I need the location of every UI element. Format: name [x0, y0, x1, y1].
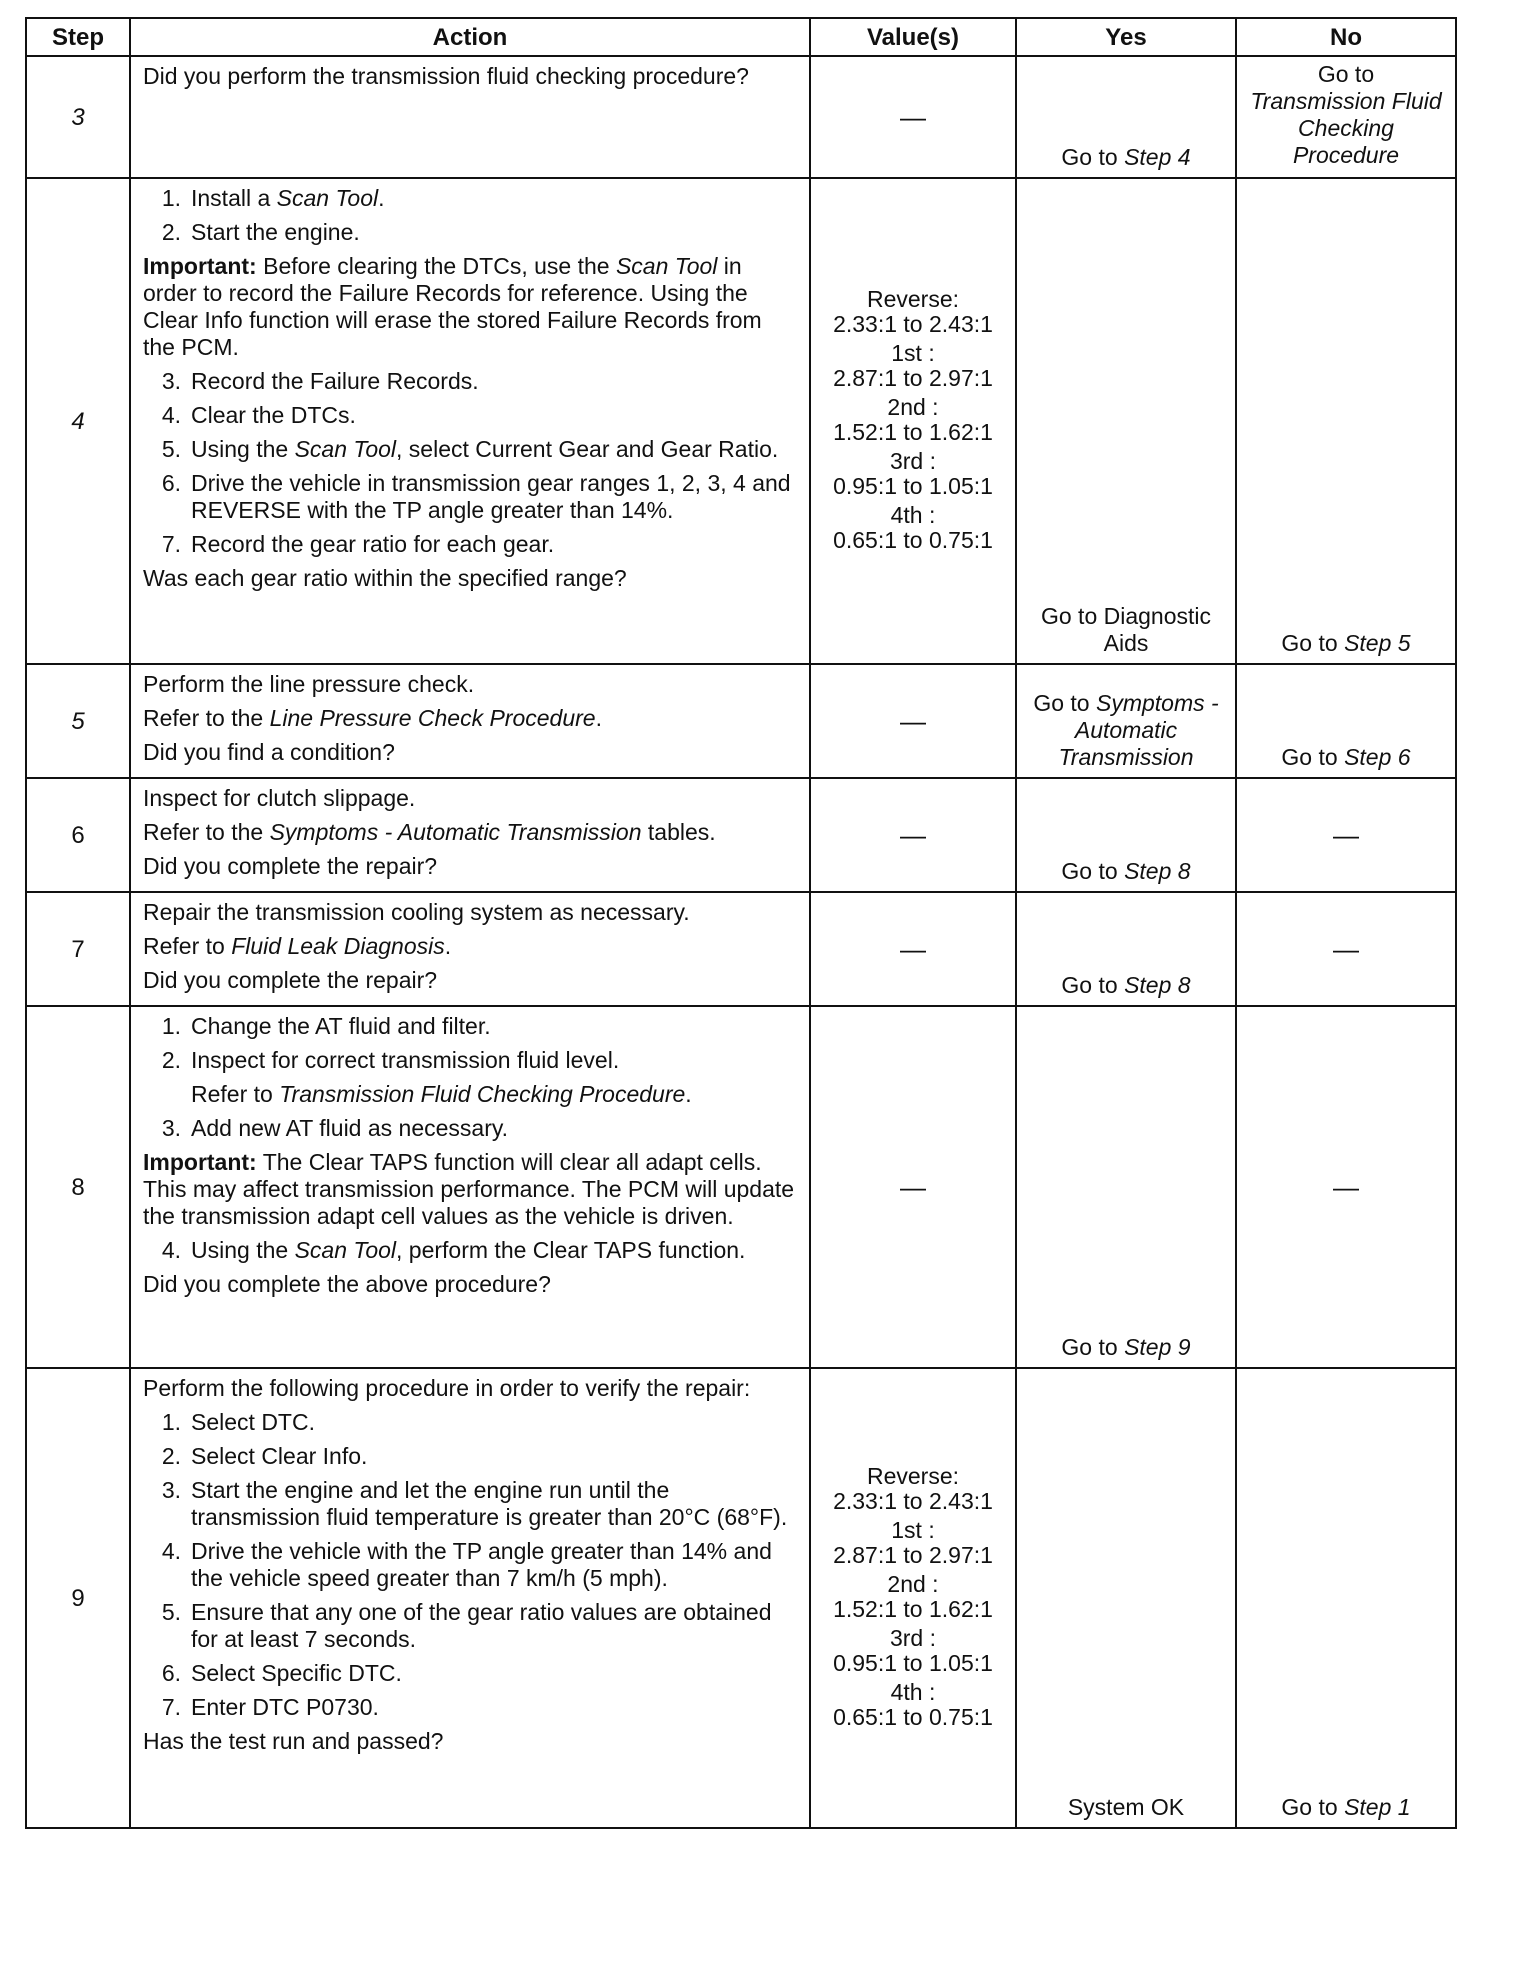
gear-ratio-entry: 4th : 0.65:1 to 0.75:1: [833, 1679, 993, 1730]
yes-cell: Go to Step 4: [1016, 56, 1236, 178]
list-item: 3. Record the Failure Records.: [161, 368, 479, 394]
list-item: 5. Ensure that any one of the gear ratio values are obtained for at least 7 seconds.: [161, 1599, 772, 1652]
list-item: 7. Enter DTC P0730.: [161, 1694, 379, 1720]
step-number: 8: [26, 1006, 130, 1368]
yes-cell: Go to Diagnostic Aids: [1016, 178, 1236, 664]
question-text: Did you find a condition?: [143, 739, 395, 765]
no-cell: Go to Step 1: [1236, 1368, 1456, 1828]
gear-ratio-entry: 2nd : 1.52:1 to 1.62:1: [833, 1571, 993, 1622]
step-number: 6: [26, 778, 130, 892]
table-row-step-4: [26, 178, 1456, 664]
yes-cell: Go to Step 9: [1016, 1006, 1236, 1368]
list-item: 1. Change the AT fluid and filter.: [161, 1013, 491, 1039]
list-item: 4. Drive the vehicle with the TP angle greater than 14% and the vehicle speed greater than 7 km/h (5 mph).: [161, 1538, 772, 1591]
important-note: Important: Before clearing the DTCs, use the Scan Tool in order to record the Failure Records for reference. Using the Clear Info function will erase the stored Failure Records from the PCM.: [143, 253, 762, 360]
step-4-list-a: [143, 185, 797, 246]
list-item: 3. Start the engine and let the engine run until the transmission fluid temperature is greater than 20°C (68°F).: [161, 1477, 788, 1530]
reference-line: Refer to Transmission Fluid Checking Procedure.: [191, 1081, 692, 1107]
action-line: Inspect for clutch slippage.: [143, 785, 416, 811]
step-link: Step 8: [1124, 972, 1191, 998]
list-item: 2. Select Clear Info.: [161, 1443, 368, 1469]
reference-line: Refer to the Symptoms - Automatic Transmission tables.: [143, 819, 716, 845]
action-line: Repair the transmission cooling system as necessary.: [143, 899, 690, 925]
list-item: 3. Add new AT fluid as necessary.: [161, 1115, 509, 1141]
gear-ratio-entry: 3rd : 0.95:1 to 1.05:1: [833, 448, 993, 499]
list-item: 1. Select DTC.: [161, 1409, 315, 1435]
important-note: Important: The Clear TAPS function will clear all adapt cells. This may affect transmission performance. The PCM will update the transmission adapt cell values as the vehicle is driven.: [143, 1149, 795, 1229]
header-values: Value(s): [810, 18, 1016, 56]
question-text: Did you complete the above procedure?: [143, 1271, 551, 1297]
table-row-step-8: [26, 1006, 1456, 1368]
action-cell: [130, 178, 810, 664]
value-cell: —: [810, 892, 1016, 1006]
value-cell: —: [810, 778, 1016, 892]
header-yes: Yes: [1016, 18, 1236, 56]
list-item: 2. Inspect for correct transmission fluid level.: [161, 1047, 620, 1073]
table-row-step-3: [26, 56, 1456, 178]
diagnostic-table: [25, 17, 1457, 1829]
gear-ratio-entry: 3rd : 0.95:1 to 1.05:1: [833, 1625, 993, 1676]
step-number: 7: [26, 892, 130, 1006]
question-text: Did you complete the repair?: [143, 853, 438, 879]
question-text: Has the test run and passed?: [143, 1728, 444, 1754]
no-cell: Go to Step 5: [1236, 178, 1456, 664]
table-row-step-9: [26, 1368, 1456, 1828]
header-step: Step: [26, 18, 130, 56]
action-cell: [130, 778, 810, 892]
no-cell: —: [1236, 778, 1456, 892]
step-link: Step 8: [1124, 858, 1191, 884]
no-cell: Go to Transmission Fluid Checking Procedure: [1236, 56, 1456, 178]
step-link: Step 9: [1124, 1334, 1191, 1360]
step-link: Step 4: [1124, 144, 1191, 170]
gear-ratio-entry: 1st : 2.87:1 to 2.97:1: [833, 340, 993, 391]
question-text: Did you complete the repair?: [143, 967, 438, 993]
action-cell: [130, 664, 810, 778]
question-text: Was each gear ratio within the specified range?: [143, 565, 627, 591]
step-9-list: [143, 1409, 797, 1721]
list-item: 4. Clear the DTCs.: [161, 402, 356, 428]
gear-ratio-entry: Reverse: 2.33:1 to 2.43:1: [833, 286, 993, 337]
no-cell: —: [1236, 1006, 1456, 1368]
gear-ratio-entry: 2nd : 1.52:1 to 1.62:1: [833, 394, 993, 445]
header-action: Action: [130, 18, 810, 56]
gear-ratio-values: [810, 1368, 1016, 1828]
list-item: 4. Using the Scan Tool, perform the Clear TAPS function.: [161, 1237, 746, 1263]
gear-ratio-entry: 1st : 2.87:1 to 2.97:1: [833, 1517, 993, 1568]
list-item: 5. Using the Scan Tool, select Current Gear and Gear Ratio.: [161, 436, 779, 462]
yes-cell: System OK: [1016, 1368, 1236, 1828]
yes-cell: Go to Symptoms - Automatic Transmission: [1016, 664, 1236, 778]
action-cell: [130, 1006, 810, 1368]
value-cell: —: [810, 664, 1016, 778]
step-number: 5: [26, 664, 130, 778]
gear-ratio-entry: Reverse: 2.33:1 to 2.43:1: [833, 1463, 993, 1514]
header-row: [26, 18, 1456, 56]
no-cell: Go to Step 6: [1236, 664, 1456, 778]
gear-ratio-values: [810, 178, 1016, 664]
value-cell: —: [810, 56, 1016, 178]
action-cell: [130, 56, 810, 178]
table-row-step-6: [26, 778, 1456, 892]
step-4-list-b: [143, 368, 797, 558]
table-row-step-7: [26, 892, 1456, 1006]
gear-ratio-entry: 4th : 0.65:1 to 0.75:1: [833, 502, 993, 553]
reference-line: Refer to Fluid Leak Diagnosis.: [143, 933, 452, 959]
step-number: 4: [26, 178, 130, 664]
question-text: Did you perform the transmission fluid checking procedure?: [143, 63, 749, 89]
list-item: 1. Install a Scan Tool.: [161, 185, 385, 211]
yes-cell: Go to Step 8: [1016, 892, 1236, 1006]
step-link: Step 6: [1344, 744, 1411, 770]
reference-line: Refer to the Line Pressure Check Procedure.: [143, 705, 602, 731]
table-row-step-5: [26, 664, 1456, 778]
procedure-link: Transmission Fluid Checking Procedure: [1250, 88, 1442, 168]
symptoms-link: Symptoms - Automatic Transmission: [1058, 690, 1219, 770]
yes-cell: Go to Step 8: [1016, 778, 1236, 892]
list-item: 2. Start the engine.: [161, 219, 360, 245]
step-link: Step 5: [1344, 630, 1411, 656]
action-line: Perform the line pressure check.: [143, 671, 475, 697]
list-item: 6. Select Specific DTC.: [161, 1660, 402, 1686]
no-cell: —: [1236, 892, 1456, 1006]
step-number: 9: [26, 1368, 130, 1828]
step-number: 3: [26, 56, 130, 178]
header-no: No: [1236, 18, 1456, 56]
value-cell: —: [810, 1006, 1016, 1368]
intro-text: Perform the following procedure in order to verify the repair:: [143, 1375, 751, 1401]
action-cell: [130, 892, 810, 1006]
list-item: 6. Drive the vehicle in transmission gear ranges 1, 2, 3, 4 and REVERSE with the TP angle greater than 14%.: [161, 470, 791, 523]
list-item: 7. Record the gear ratio for each gear.: [161, 531, 555, 557]
action-cell: [130, 1368, 810, 1828]
step-link: Step 1: [1344, 1794, 1411, 1820]
